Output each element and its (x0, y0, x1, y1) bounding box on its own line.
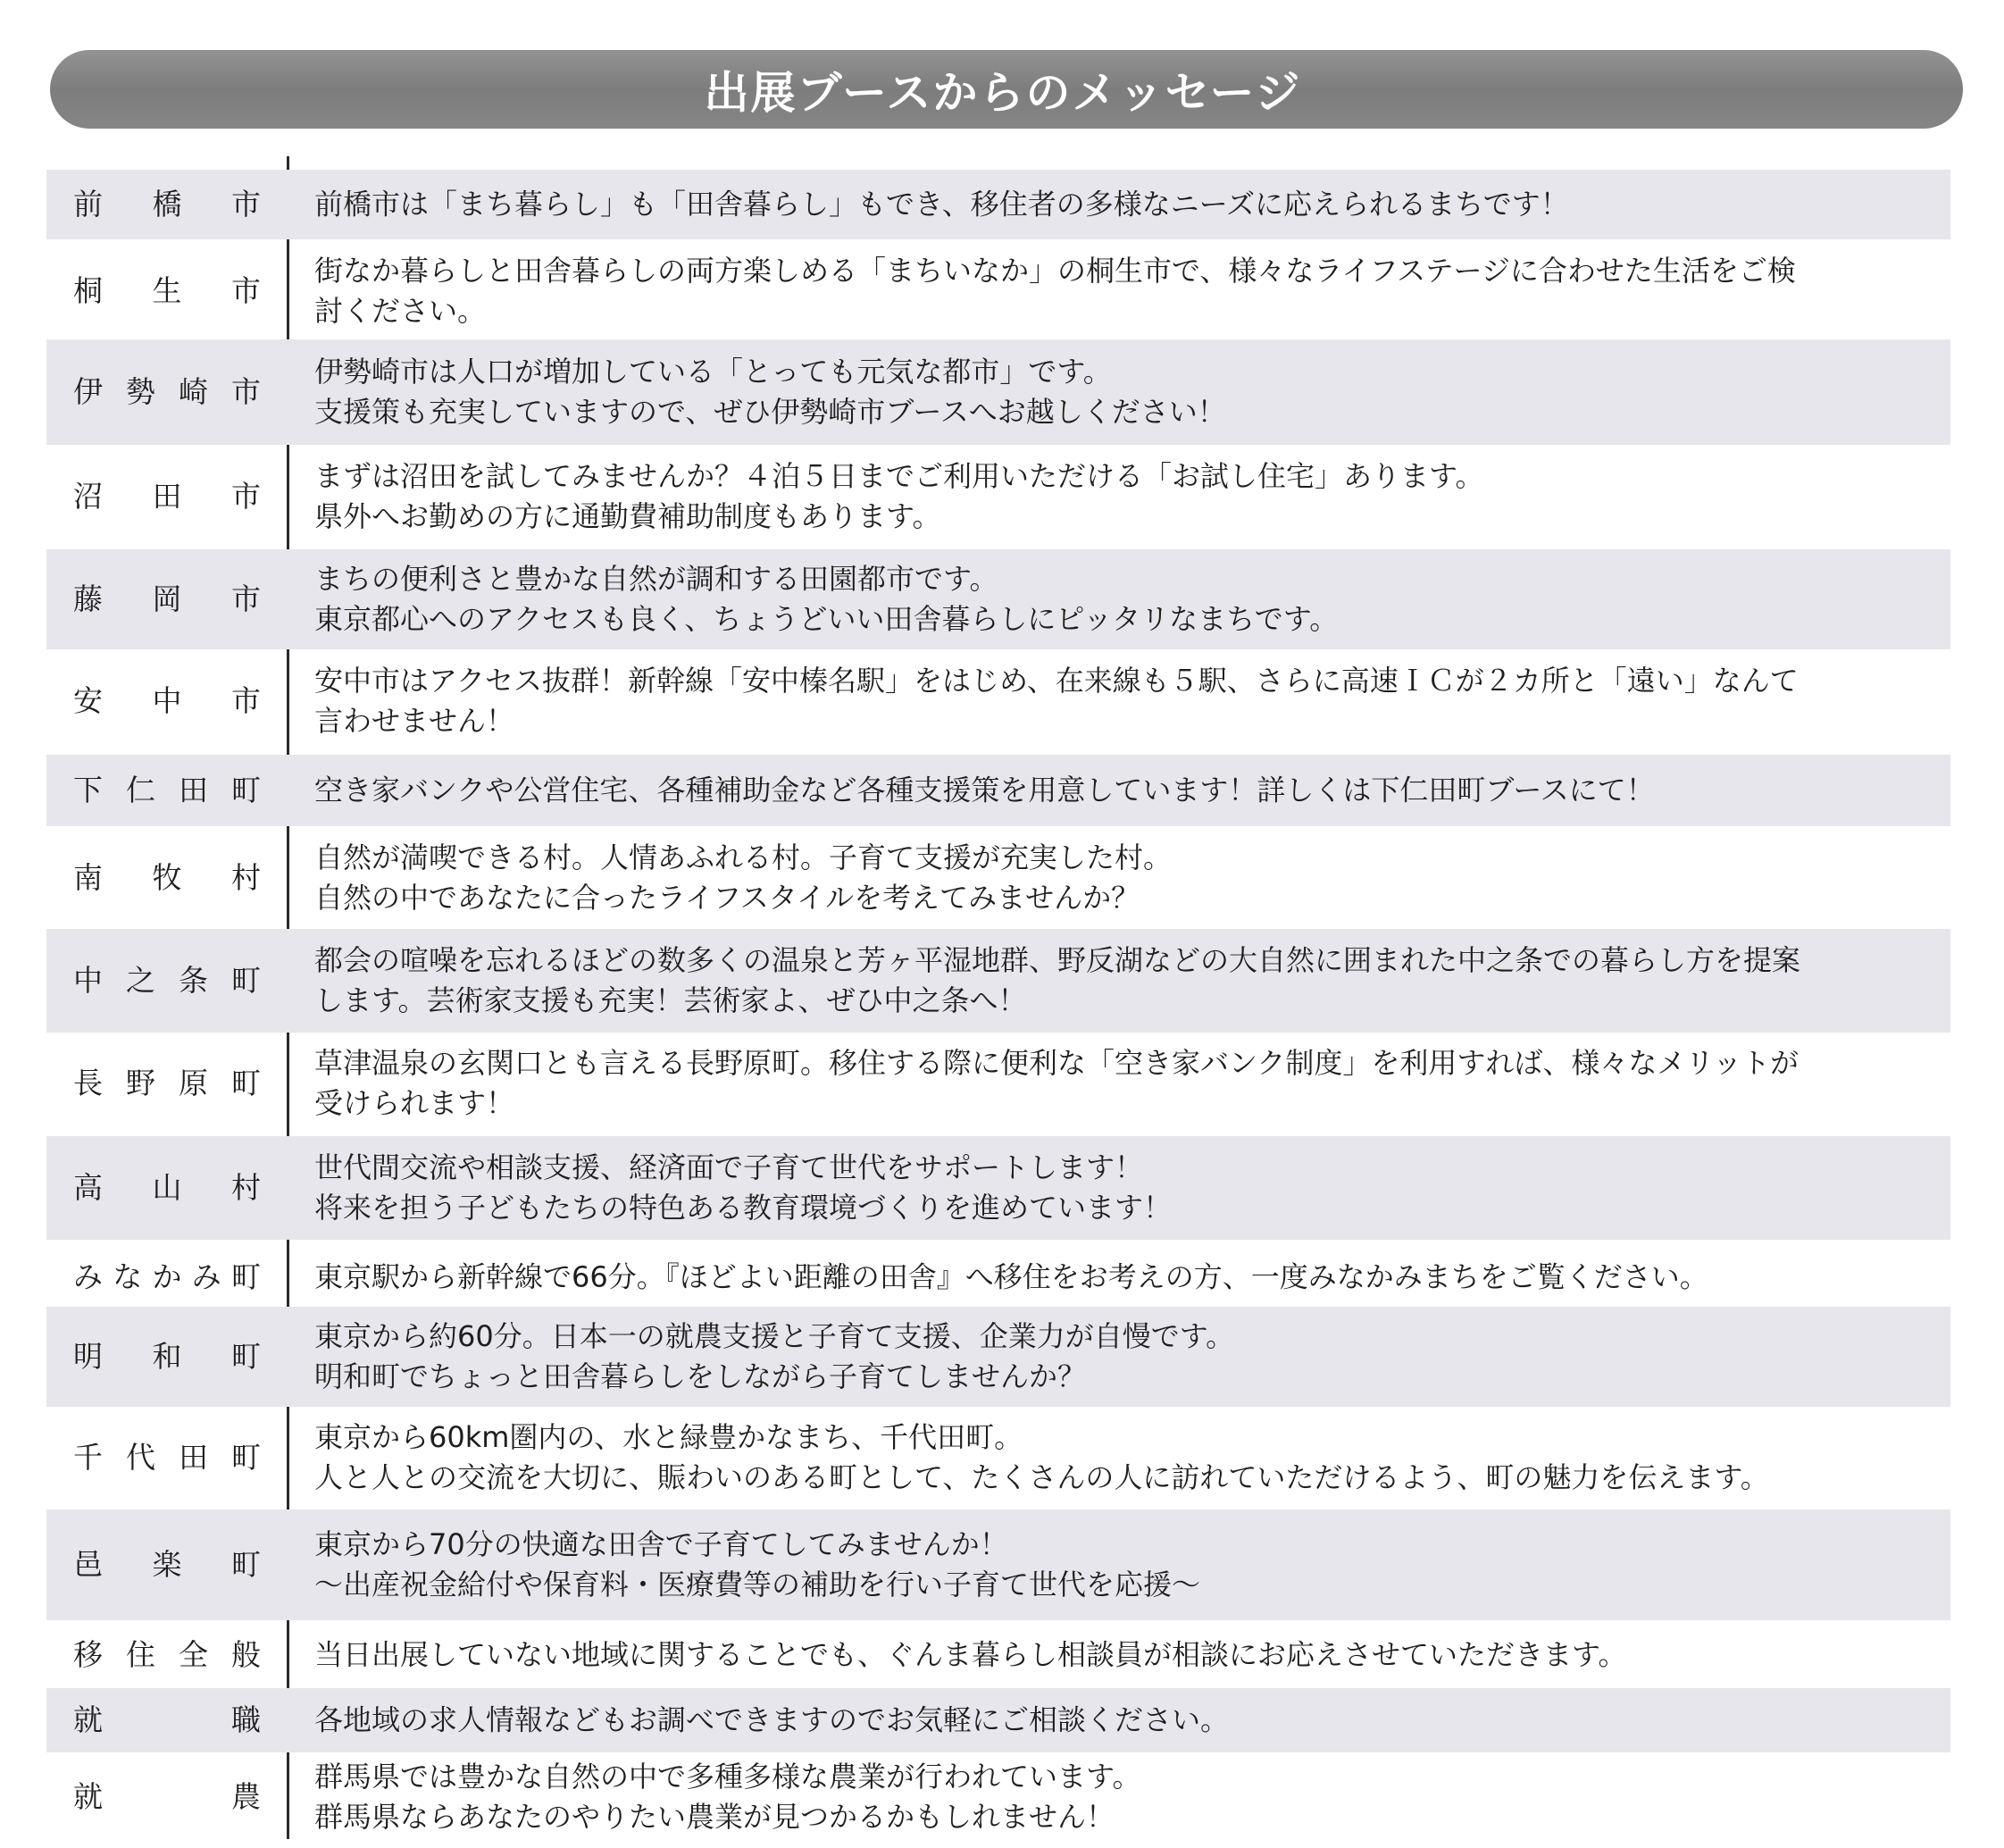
booth-message (314, 1258, 1933, 1298)
table-row (0, 1409, 2004, 1506)
booth-message (314, 1635, 1933, 1676)
municipality-name-char: 橋 (152, 187, 182, 222)
message-line: 県外へお勤めの方に通勤費補助制度もあります。 (314, 499, 941, 533)
municipality-name-char: 市 (231, 581, 261, 616)
municipality-name (73, 581, 261, 617)
table-row (0, 549, 2004, 649)
municipality-name-char: 農 (231, 1779, 261, 1814)
municipality-name (73, 773, 261, 808)
message-line: 明和町でちょっと田舎暮らしをしながら子育てしませんか？ (314, 1359, 1087, 1393)
municipality-name (73, 374, 261, 410)
table-row (0, 1136, 2004, 1240)
municipality-name (73, 860, 261, 896)
municipality-name-char: 田 (179, 1440, 208, 1475)
municipality-name (73, 1339, 261, 1375)
municipality-name-char: 之 (126, 963, 155, 998)
table-row (0, 1242, 2004, 1313)
municipality-name-char: 住 (126, 1637, 155, 1672)
message-line: 東京から60km圏内の、水と緑豊かなまち、千代田町。 (314, 1420, 1023, 1454)
message-line: 自然の中であなたに合ったライフスタイルを考えてみませんか？ (314, 881, 1140, 915)
booth-message (314, 1043, 1933, 1124)
municipality-name-char: 長 (73, 1066, 103, 1100)
message-line: 空き家バンクや公営住宅、各種補助金など各種支援策を用意しています！詳しくは下仁田町ブースにて！ (314, 773, 1655, 807)
municipality-name (73, 479, 261, 514)
table-row (0, 652, 2004, 750)
message-line: 群馬県ならあなたのやりたい農業が見つかるかもしれません！ (314, 1800, 1115, 1834)
booth-message (314, 1701, 1933, 1741)
table-row (0, 829, 2004, 927)
municipality-name-char: 町 (231, 963, 261, 998)
municipality-name-char: 市 (231, 683, 261, 718)
message-line: 受けられます！ (314, 1086, 515, 1120)
booth-message (314, 838, 1933, 918)
municipality-name-char: 市 (231, 374, 261, 409)
message-line: 都会の喧噪を忘れるほどの数多くの温泉と芳ヶ平湿地群、野反湖などの大自然に囲まれた中之条での暮らし方を提案 (314, 943, 1801, 977)
municipality-name-char: 町 (231, 1547, 261, 1582)
message-line: 群馬県では豊かな自然の中で多種多様な農業が行われています。 (314, 1760, 1141, 1794)
booth-message (314, 1317, 1933, 1397)
municipality-name-char: 藤 (73, 581, 103, 616)
municipality-name-char: 全 (179, 1637, 208, 1672)
booth-message (314, 771, 1933, 811)
municipality-name (73, 1702, 261, 1738)
table-row (0, 1034, 2004, 1133)
table-row (0, 170, 2004, 239)
table-row (0, 246, 2004, 337)
municipality-name-char: 仁 (126, 773, 155, 807)
message-line: 伊勢崎市は人口が増加している「とっても元気な都市」です。 (314, 355, 1112, 389)
booth-message (314, 661, 1933, 741)
municipality-name-char: 南 (73, 860, 103, 895)
municipality-name-char: 勢 (126, 374, 155, 409)
message-line: 東京から70分の快適な田舎で子育てしてみませんか！ (314, 1527, 1008, 1561)
municipality-name-char: 般 (231, 1637, 261, 1672)
municipality-name-char: 市 (231, 479, 261, 514)
booth-message (314, 559, 1933, 640)
municipality-name-char: 楽 (152, 1547, 182, 1582)
municipality-name (73, 187, 261, 222)
booth-message (314, 1148, 1933, 1228)
municipality-name (73, 1547, 261, 1583)
table-row (0, 1752, 2004, 1842)
message-line: 東京から約60分。日本一の就農支援と子育て支援、企業力が自慢です。 (314, 1319, 1235, 1353)
municipality-name (73, 273, 261, 309)
municipality-name (73, 1779, 261, 1815)
message-line: ～出産祝金給付や保育料・医療費等の補助を行い子育て世代を応援～ (314, 1568, 1201, 1601)
municipality-name (73, 1637, 261, 1673)
booth-message (314, 1525, 1933, 1605)
message-line: 自然が満喫できる村。人情あふれる村。子育て支援が充実した村。 (314, 840, 1173, 874)
message-line: 人と人との交流を大切に、賑わいのある町として、たくさんの人に訪れていただけるよう、町の魅力を伝えます。 (314, 1460, 1769, 1494)
table-row (0, 339, 2004, 445)
municipality-name-char: 明 (73, 1339, 103, 1374)
booth-message (314, 352, 1933, 432)
message-line: 各地域の求人情報などもお調べできますのでお気軽にご相談ください。 (314, 1702, 1230, 1737)
booth-message (314, 251, 1933, 331)
municipality-name-char: 牧 (152, 860, 182, 895)
municipality-name-char: 町 (231, 1339, 261, 1374)
municipality-name-char: 中 (152, 683, 182, 718)
message-line: 当日出展していない地域に関することでも、ぐんま暮らし相談員が相談にお応えさせていただきます。 (314, 1637, 1627, 1672)
municipality-name (73, 1259, 261, 1295)
municipality-name-char: 村 (231, 1170, 261, 1205)
municipality-name-char: 市 (231, 273, 261, 308)
municipality-name-char: 町 (231, 1066, 261, 1100)
municipality-name-char: 伊 (73, 374, 103, 409)
table-row (0, 447, 2004, 547)
municipality-name-char: 職 (231, 1702, 261, 1737)
municipality-name-char: 生 (152, 273, 182, 308)
booth-message (314, 1417, 1933, 1498)
municipality-name-char: 町 (231, 1259, 261, 1294)
table-row (0, 1688, 2004, 1752)
municipality-name-char: 町 (231, 773, 261, 807)
message-line: 街なか暮らしと田舎暮らしの両方楽しめる「まちいなか」の桐生市で、様々なライフステージに合わせた生活をご検 (314, 254, 1796, 288)
municipality-name-char: 野 (126, 1066, 155, 1100)
municipality-name-char: 市 (231, 187, 261, 222)
municipality-name-char: 前 (73, 187, 103, 222)
municipality-name (73, 1066, 261, 1101)
municipality-name-char: 邑 (73, 1547, 103, 1582)
municipality-name (73, 1440, 261, 1476)
municipality-name-char: 桐 (73, 273, 103, 308)
table-row (0, 1509, 2004, 1620)
message-line: 将来を担う子どもたちの特色ある教育環境づくりを進めています！ (314, 1191, 1173, 1225)
municipality-name (73, 1170, 261, 1206)
municipality-name-char: 田 (152, 479, 182, 514)
message-line: 草津温泉の玄関口とも言える長野原町。移住する際に便利な「空き家バンク制度」を利用すれば、様々なメリットが (314, 1046, 1799, 1080)
municipality-name-char: 岡 (152, 581, 182, 616)
municipality-name-char: 原 (179, 1066, 208, 1100)
message-line: まずは沼田を試してみませんか？４泊５日までご利用いただける「お試し住宅」あります。 (314, 459, 1484, 493)
municipality-name-char: 条 (179, 963, 208, 998)
municipality-name-char: 代 (126, 1440, 155, 1475)
municipality-name-char: 就 (73, 1702, 103, 1737)
booth-message (314, 456, 1933, 537)
municipality-name-char: か (152, 1259, 182, 1294)
municipality-name-char: 田 (179, 773, 208, 807)
municipality-name-char: 和 (152, 1339, 182, 1374)
table-row (0, 755, 2004, 826)
municipality-name-char: み (191, 1259, 221, 1294)
municipality-name-char: 山 (152, 1170, 182, 1205)
municipality-name (73, 963, 261, 999)
booth-message (314, 1757, 1933, 1837)
booth-message (314, 185, 1933, 225)
municipality-name (73, 683, 261, 719)
message-line: 支援策も充実していますので、ぜひ伊勢崎市ブースへお越しください！ (314, 395, 1226, 429)
municipality-name-char: 高 (73, 1170, 103, 1205)
message-line: 言わせません！ (314, 704, 515, 738)
municipality-name-char: 町 (231, 1440, 261, 1475)
municipality-name-char: 安 (73, 683, 103, 718)
message-line: 東京駅から新幹線で66分。『ほどよい距離の田舎』へ移住をお考えの方、一度みなかみまちをご覧ください。 (314, 1259, 1708, 1294)
message-line: 安中市はアクセス抜群！新幹線「安中榛名駅」をはじめ、在来線も５駅、さらに高速ＩＣが２カ所と「遠い」なんて (314, 664, 1799, 698)
message-line: 世代間交流や相談支援、経済面で子育て世代をサポートします！ (314, 1150, 1144, 1184)
municipality-name-char: 就 (73, 1779, 103, 1814)
table-row (0, 1307, 2004, 1407)
municipality-name-char: 移 (73, 1637, 103, 1672)
message-line: します。芸術家支援も充実！芸術家よ、ぜひ中之条へ！ (314, 983, 1027, 1017)
booth-message (314, 941, 1933, 1021)
page-title: 出展ブースからのメッセージ (704, 67, 1302, 119)
municipality-name-char: 下 (73, 773, 103, 807)
municipality-name-char: な (113, 1259, 143, 1294)
message-line: 東京都心へのアクセスも良く、ちょうどいい田舎暮らしにピッタリなまちです。 (314, 602, 1339, 636)
municipality-name-char: み (73, 1259, 103, 1294)
municipality-name-char: 沼 (73, 479, 103, 514)
table-row (0, 1624, 2004, 1686)
municipality-name-char: 中 (73, 963, 103, 998)
municipality-name-char: 崎 (179, 374, 208, 409)
message-line: 討ください。 (314, 294, 487, 328)
municipality-name-char: 千 (73, 1440, 103, 1475)
message-line: 前橋市は「まち暮らし」も「田舎暮らし」もでき、移住者の多様なニーズに応えられるまちです！ (314, 187, 1569, 222)
municipality-name-char: 村 (231, 860, 261, 895)
table-row (0, 929, 2004, 1033)
message-line: まちの便利さと豊かな自然が調和する田園都市です。 (314, 562, 998, 596)
